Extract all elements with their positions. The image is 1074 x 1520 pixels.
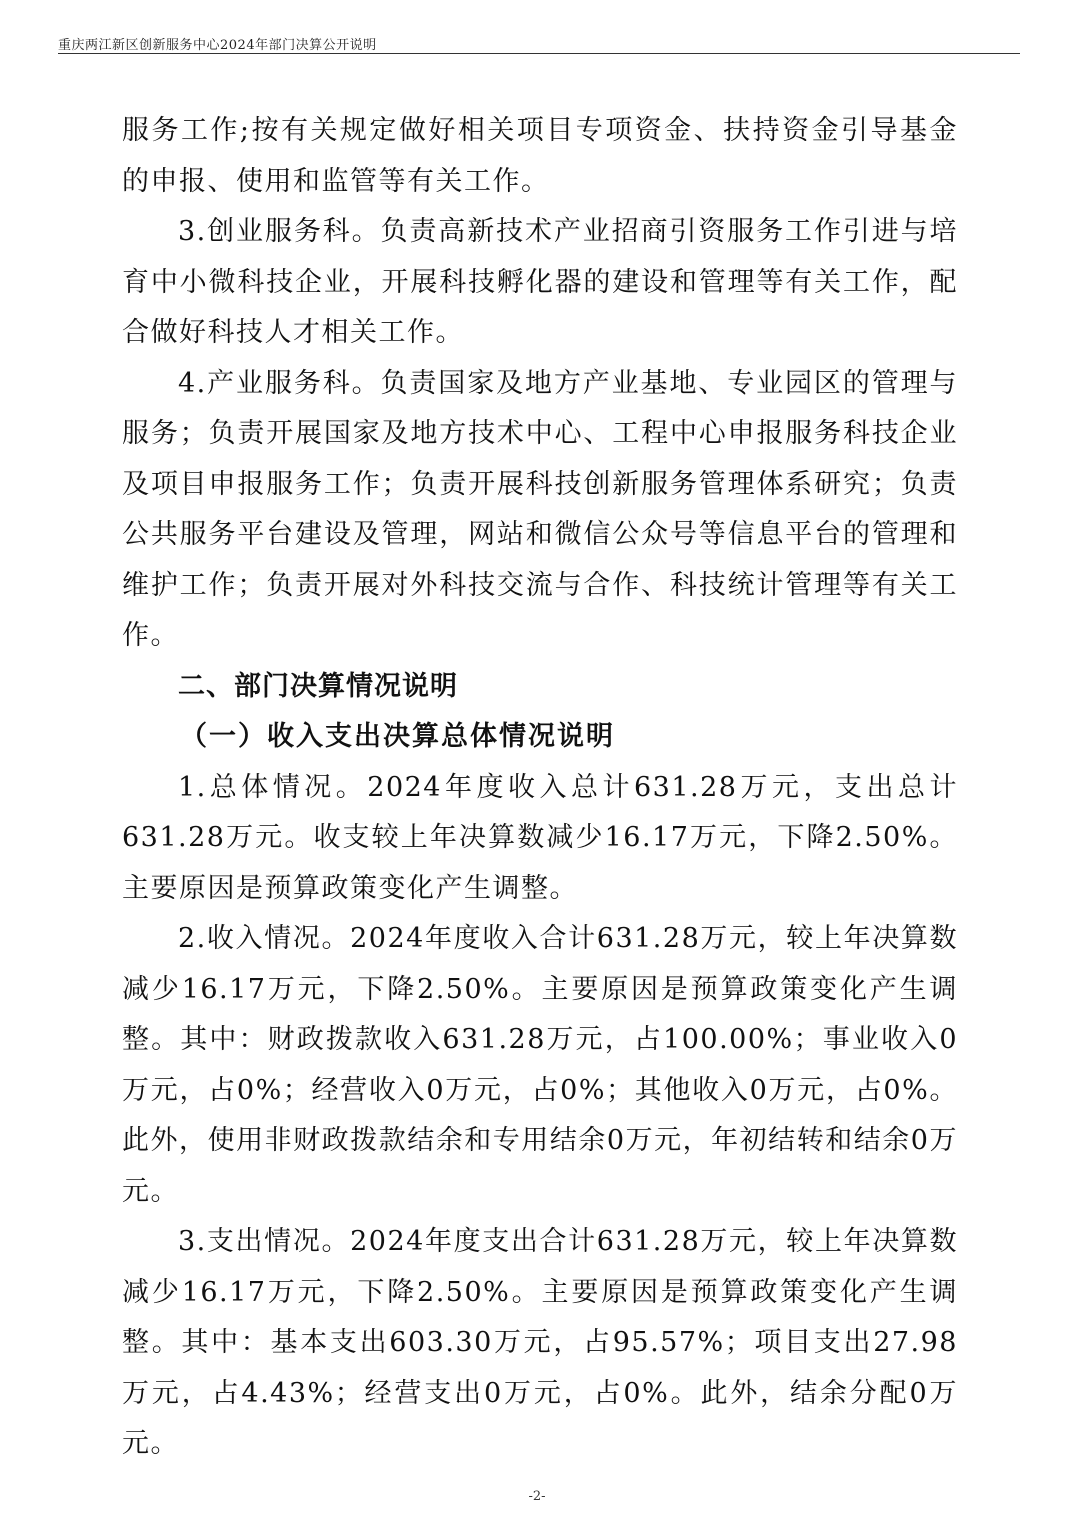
document-body	[122, 106, 958, 1470]
subsection-heading-income-expenditure: （一）收入支出决算总体情况说明	[180, 721, 615, 752]
page-number: -2-	[528, 1489, 546, 1504]
paragraph-continued: 服务工作;按有关规定做好相关项目专项资金、扶持资金引导基金的申报、使用和监管等有关工作。	[122, 115, 958, 197]
paragraph-industry-service-section: 4.产业服务科。负责国家及地方产业基地、专业园区的管理与服务；负责开展国家及地方技术中心、工程中心申报服务科技企业及项目申报服务工作；负责开展科技创新服务管理体系研究；负责公共服务平台建设及管理，网站和微信公众号等信息平台的管理和维护工作；负责开展对外科技交流与合作、科技统计管理等有关工作。	[122, 367, 958, 651]
paragraph-startup-service-section: 3.创业服务科。负责高新技术产业招商引资服务工作引进与培育中小微科技企业，开展科技孵化器的建设和管理等有关工作，配合做好科技人才相关工作。	[122, 216, 958, 348]
header-divider	[58, 53, 1020, 54]
page-header-title: 重庆两江新区创新服务中心2024年部门决算公开说明	[58, 38, 377, 53]
section-heading-final-accounts: 二、部门决算情况说明	[178, 670, 458, 702]
paragraph-overall-situation: 1.总体情况。2024年度收入总计631.28万元，支出总计631.28万元。收支较上年决算数减少16.17万元，下降2.50%。主要原因是预算政策变化产生调整。	[122, 771, 958, 904]
paragraph-income-situation: 2.收入情况。2024年度收入合计631.28万元，较上年决算数减少16.17万元，下降2.50%。主要原因是预算政策变化产生调整。其中：财政拨款收入631.28万元，占100.00%；事业收入0万元，占0%；经营收入0万元，占0%；其他收入0万元，占0%。此外，使用非财政拨款结余和专用结余0万元，年初结转和结余0万元。	[122, 923, 958, 1207]
paragraph-expenditure-situation: 3.支出情况。2024年度支出合计631.28万元，较上年决算数减少16.17万元，下降2.50%。主要原因是预算政策变化产生调整。其中：基本支出603.30万元，占95.57%；项目支出27.98万元，占4.43%；经营支出0万元，占0%。此外，结余分配0万元。	[122, 1226, 958, 1459]
